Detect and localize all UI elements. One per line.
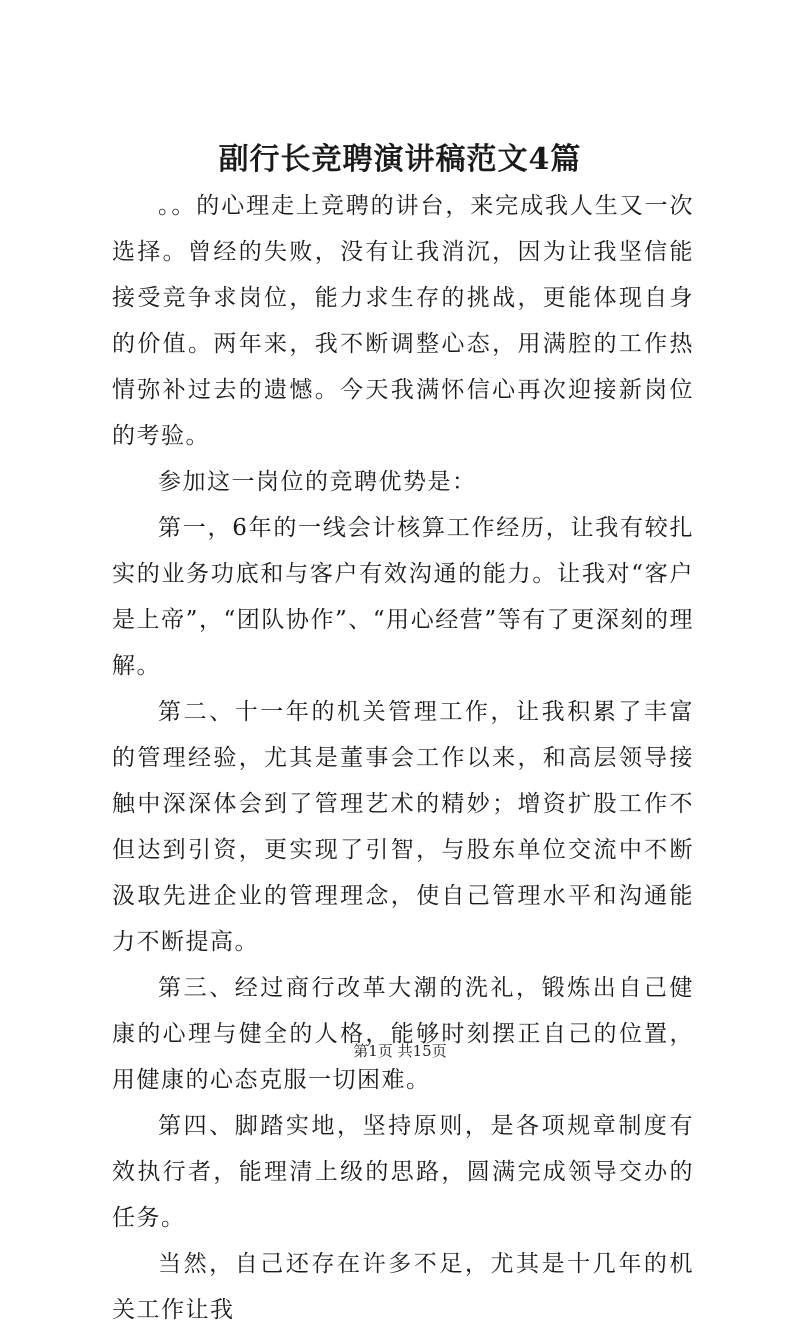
paragraph-advantages-heading: 参加这一岗位的竞聘优势是：	[158, 469, 477, 495]
paragraph-shortcomings: 当然，自己还存在许多不足，尤其是十几年的机关工作让我	[112, 1251, 694, 1323]
document-title: 副行长竞聘演讲稿范文4篇	[218, 142, 582, 177]
paragraph-advantage-third: 第三、经过商行改革大潮的洗礼，锻炼出自己健康的心理与健全的人格，能够时刻摆正自己的位置，用健康的心态克服一切困难。	[112, 975, 694, 1093]
document-body	[112, 183, 694, 1333]
paragraph-advantage-first: 第一，6年的一线会计核算工作经历，让我有较扎实的业务功底和与客户有效沟通的能力。让我对“客户是上帝”，“团队协作”、“用心经营”等有了更深刻的理解。	[112, 515, 694, 679]
page-number-footer: 第1页 共15页	[353, 1042, 447, 1060]
paragraph-intro: 。。的心理走上竞聘的讲台，来完成我人生又一次选择。曾经的失败，没有让我消沉，因为让我坚信能接受竞争求岗位，能力求生存的挑战，更能体现自身的价值。两年来，我不断调整心态，用满腔的工作热情弥补过去的遗憾。今天我满怀信心再次迎接新岗位的考验。	[112, 193, 694, 449]
paragraph-advantage-second: 第二、十一年的机关管理工作，让我积累了丰富的管理经验，尤其是董事会工作以来，和高层领导接触中深深体会到了管理艺术的精妙；增资扩股工作不但达到引资，更实现了引智，与股东单位交流中不断汲取先进企业的管理理念，使自己管理水平和沟通能力不断提高。	[112, 699, 694, 955]
paragraph-advantage-fourth: 第四、脚踏实地，坚持原则，是各项规章制度有效执行者，能理清上级的思路，圆满完成领导交办的任务。	[112, 1113, 694, 1231]
